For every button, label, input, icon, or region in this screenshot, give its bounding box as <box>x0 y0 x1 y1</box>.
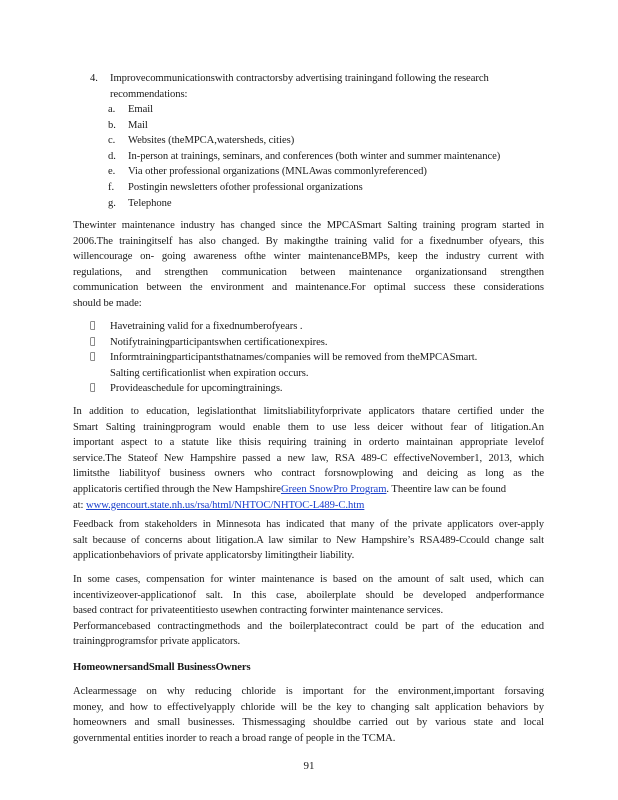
sub-item-letter: b. <box>108 119 116 131</box>
paragraph-line <box>73 498 544 514</box>
paragraph-line: Aclearmessage on why reducing chloride is important for the environment,important forsaving <box>73 686 544 697</box>
item-text-line: Improvecommunicationswith contractorsby advertising trainingand following the research <box>110 73 489 84</box>
paragraph-line: trainingprogramsfor private applicators. <box>73 636 241 648</box>
paragraph-legislation <box>73 404 544 513</box>
sub-item-text: Mail <box>128 119 148 131</box>
bullet-icon <box>90 381 95 397</box>
sub-item-letter: a. <box>108 104 116 115</box>
paragraph-line: salt because of concerns about litigation.A law similar to New Hampshire’s RSA489-Ccould change salt <box>73 534 544 546</box>
bullet-icon <box>90 335 95 351</box>
text-span: at: <box>73 499 87 511</box>
item-number: 4. <box>90 73 98 84</box>
bullet-icon <box>90 350 95 366</box>
page-number: 91 <box>303 760 315 772</box>
bullet-list <box>90 319 530 397</box>
paragraph-line: regulations, and strengthen communication between maintenance organizationsand strengthen <box>73 266 544 278</box>
nh-law-url-link[interactable]: www.gencourt.state.nh.us/rsa/html/NHTOC/NHTOC-L489-C.htm <box>86 499 365 511</box>
bullet-text: Salting certificationlist when expiration occurs. <box>110 367 309 379</box>
paragraph-line: should be made: <box>73 297 142 309</box>
sub-item-letter: g. <box>108 197 116 209</box>
paragraph-line: willencourage on- going awareness ofthe winter maintenanceBMPs, keep the industry current with <box>73 251 544 263</box>
sub-item-c <box>108 133 548 149</box>
paragraph-line: communication between the environment and maintenance.For optimal success these considerations <box>73 282 544 294</box>
bullet-item <box>90 319 530 335</box>
bullet-text: Havetraining valid for a fixednumberofyears . <box>110 321 303 332</box>
paragraph-homeowners <box>73 684 544 746</box>
sub-item-letter: c. <box>108 135 116 147</box>
paragraph-line: incentivizeover-applicationof salt. In this case, aboilerplate should be developed andperformance <box>73 589 544 601</box>
sub-item-text: Email <box>128 104 154 115</box>
paragraph-line: Smart Salting trainingprogram would enable them to use less deicer without fear of litigation.An <box>73 421 544 433</box>
paragraph-line: based contract for privateentitiesto usewhen contracting forwinter maintenance services. <box>73 605 444 617</box>
sub-item-text: Via other professional organizations (MNLAwas commonlyreferenced) <box>128 166 427 178</box>
paragraph-line: limitsthe liabilityof business owners who contract forsnowplowing and deicing as long as the <box>73 468 544 480</box>
paragraph-training-changes <box>73 218 544 312</box>
paragraph-line <box>73 482 544 498</box>
text-span: applicatoris certified through the New Hampshire <box>73 483 281 495</box>
paragraph-compensation <box>73 572 544 650</box>
paragraph-line: 2006.The trainingitself has also changed. By makingthe training valid for a fixednumber ofyears, this <box>73 235 544 247</box>
sub-item-letter: f. <box>108 181 115 193</box>
item-text-line: recommendations: <box>110 88 188 100</box>
sub-item-text: Websites (theMPCA,watersheds, cities) <box>128 135 295 147</box>
sub-item-f <box>108 180 548 196</box>
paragraph-line: Feedback from stakeholders in Minnesota has indicated that many of the private applicators over-apply <box>73 519 544 530</box>
green-snowpro-link[interactable]: Green SnowPro Program <box>280 483 387 495</box>
paragraph-line: important aspect to a statute like thisis requiring training in orderto maintainan appropriate levelof <box>73 437 544 449</box>
sub-item-letter: d. <box>108 150 116 162</box>
bullet-item <box>90 350 530 381</box>
paragraph-line: Performancebased contractingmethods and the boilerplatecontract could be part of the education and <box>73 620 544 632</box>
bullet-item <box>90 381 530 397</box>
paragraph-line: money, and how to effectivelyapply chloride will be the key to changing salt application behaviors by <box>73 701 544 713</box>
section-heading: HomeownersandSmall BusinessOwners <box>73 662 251 673</box>
text-span: . Theentire law can be found <box>386 483 507 495</box>
sub-item-e <box>108 164 548 180</box>
sub-item-text: Telephone <box>128 197 172 209</box>
paragraph-line: Thewinter maintenance industry has changed since the MPCASmart Salting training program started in <box>73 220 544 231</box>
bullet-icon <box>90 319 95 335</box>
paragraph-line: governmental entities inorder to reach a broad range of people in the TCMA. <box>73 732 396 744</box>
sub-item-g <box>108 196 548 212</box>
bullet-text: Notifytrainingparticipantswhen certificationexpires. <box>110 336 328 348</box>
paragraph-line: applicationbehaviors of private applicatorsby limitingtheir liability. <box>73 550 355 562</box>
sub-item-text: Postingin newsletters ofother professional organizations <box>128 181 363 193</box>
sub-item-a <box>108 102 548 118</box>
bullet-text: Provideaschedule for upcomingtrainings. <box>110 383 283 395</box>
paragraph-feedback <box>73 517 544 564</box>
paragraph-line: service.The Stateof New Hampshire passed a new law, RSA 489-C effectiveNovember1, 2013, which <box>73 452 544 464</box>
paragraph-line: In some cases, compensation for winter maintenance is based on the amount of salt used, which can <box>73 574 544 585</box>
paragraph-line: homeowners and small businesses. Thismessaging shouldbe carried out by various state and local <box>73 717 544 729</box>
sub-list <box>108 102 548 211</box>
bullet-item <box>90 335 530 351</box>
paragraph-line: In addition to education, legislationthat limitsliabilityforprivate applicators thatare certified under the <box>73 406 544 417</box>
sub-item-text: In-person at trainings, seminars, and conferences (both winter and summer maintenance) <box>128 150 501 162</box>
bullet-text: Informtrainingparticipantsthatnames/companies will be removed from theMPCASmart. <box>110 352 478 364</box>
sub-item-b <box>108 118 548 134</box>
sub-item-d <box>108 149 548 165</box>
sub-item-letter: e. <box>108 166 116 178</box>
